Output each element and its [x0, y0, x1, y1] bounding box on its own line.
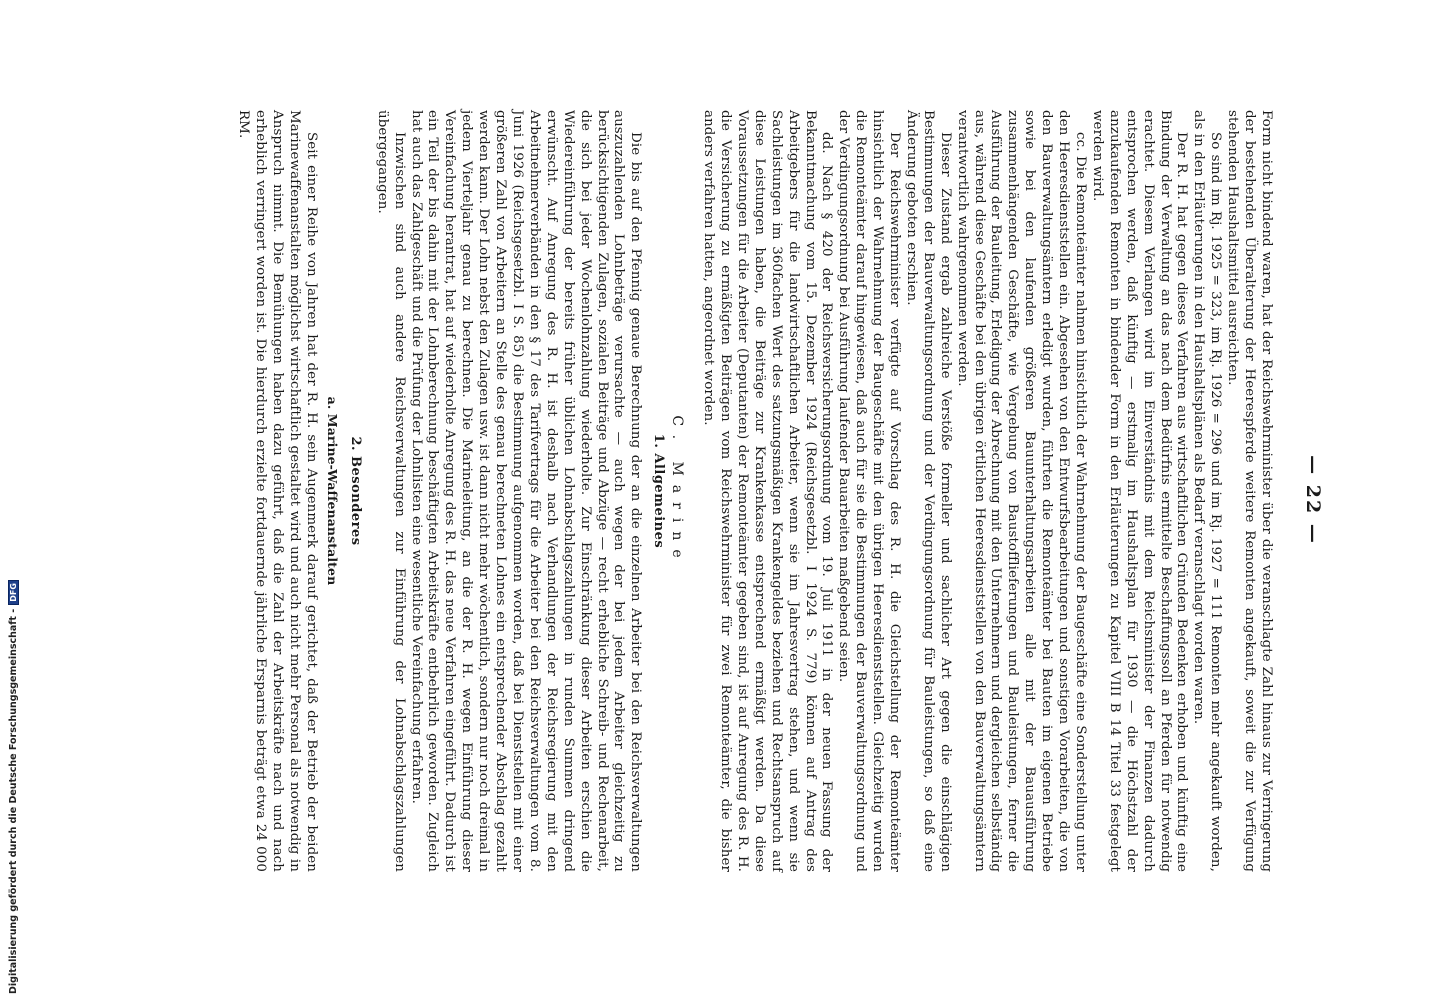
paragraph: cc. Die Remonteämter nahmen hinsichtlich der Wahrnehmung der Baugeschäfte eine Sonderstellung unter den Heeresdienststellen ein. Abgesehen von den Entwurfsbearbeitungen und sonstigen Vorarbeiten, die von den Bauverwaltungsämtern erledigt wurden, führten die Remonteämter bei Bauten im eigenen Betriebe sowie bei den laufenden größeren Bauunterhaltungsarbeiten alle mit der Bauausführung zusammenhängenden Geschäfte, wie Vergebung von Baustofflieferungen und Bauleistungen, ferner die Ausführung der Bauleitung, Erledigung der Abrechnung mit den Unternehmern und dergleichen selbständig aus, während diese Geschäfte bei den übrigen örtlichen Heeresdienststellen von den Bauverwaltungsämtern verantwortlich wahrgenommen werden.: [954, 110, 1089, 872]
footer-text: Digitalisierung gefördert durch die Deutsche Forschungsgemeinschaft -: [8, 608, 19, 994]
paragraph: Form nicht bindend waren, hat der Reichswehrminister über die veranschlagte Zahl hinaus zur Verringerung der bestehenden Überalterung der Heerespferde weitere Remonten angekauft, soweit die zur Verfügung stehenden Haushaltsmittel ausreichten.: [1225, 110, 1274, 872]
paragraph: Der R. H. hat gegen dieses Verfahren aus wirtschaftlichen Gründen Bedenken erhoben und künftig eine Bindung der Verwaltung an das nach dem Bedürfnis ermittelte Beschaffungssoll an Pferden für notwendig erachtet. Diesem Verlangen wird im Einverständnis mit dem Reichsminister der Finanzen dadurch entsprochen werden, daß künftig — erstmalig im Haushaltsplan für 1930 — die Höchstzahl der anzukaufenden Remonten in bindender Form in den Erläuterungen zu Kapitel VIII B 14 Titel 33 festgelegt werden wird.: [1089, 110, 1190, 872]
digitization-footer: [4, 0, 24, 1000]
paragraph: Die bis auf den Pfennig genaue Berechnung der an die einzelnen Arbeiter bei den Reichsverwaltungen auszuzahlenden Lohnbeträge verursachte — auch wegen der bei jedem Arbeiter gleichzeitig zu berücksichtigenden Zulagen, sozialen Beiträge und Abzüge — recht erhebliche Schreib- und Rechenarbeit, die sich bei jeder Wochenlohnzahlung wiederholte. Zur Einschränkung dieser Arbeiten erschien die Wiedereinführung der bereits früher üblichen Lohnabschlagszahlungen in runden Summen dringend erwünscht. Auf Anregung des R. H. ist deshalb nach Verhandlungen der Reichsregierung mit den Arbeitnehmerverbänden in den § 17 des Tarifvertrags für die Arbeiter bei den Reichsverwaltungen vom 8. Juni 1926 (Reichsgesetzbl. I S. 85) die Bestimmung aufgenommen worden, daß bei Dienststellen mit einer größeren Zahl von Arbeitern an Stelle des genau berechneten Lohnes ein entsprechender Abschlag gezahlt werden kann. Der Lohn nebst den Zulagen usw. ist dann nicht mehr wöchentlich, sondern nur noch dreimal in jedem Vierteljahr genau zu berechnen. Die Marineleitung, an die der R. H. wegen Einführung dieser Vereinfachung herantrat, hat auf wiederholte Anregung des R. H. das neue Verfahren eingeführt. Dadurch ist ein Teil der bis dahin mit der Lohnberechnung beschäftigten Arbeitskräfte entbehrlich geworden. Zugleich hat auch das Zahlgeschäft und die Prüfung der Lohnlisten eine wesentliche Vereinfachung erfahren.: [408, 110, 644, 872]
paragraph: So sind im Rj. 1925 = 323, im Rj. 1926 = 296 und im Rj. 1927 = 111 Remonten mehr angekauft worden, als in den Erläuterungen in den Haushaltsplänen als Bedarf veranschlagt worden waren.: [1191, 110, 1224, 872]
dfg-logo: DFG: [8, 580, 19, 605]
paragraph: Der Reichswehrminister verfügte auf Vorschlag des R. H. die Gleichstellung der Remonteämter hinsichtlich der Wahrnehmung der Baugeschäfte mit den übrigen Heeresdienststellen. Gleichzeitig wurden die Remonteämter darauf hingewiesen, daß auch für sie die Bestimmungen der Bauverwaltungsordnung und der Verdingungsordnung bei Ausführung laufender Bauarbeiten maßgebend seien.: [836, 110, 903, 872]
subsection-heading-besonderes: 2. Besonderes: [347, 436, 363, 546]
paragraph: Inzwischen sind auch andere Reichsverwaltungen zur Einführung der Lohnabschlagszahlungen übergegangen.: [374, 110, 407, 872]
subsection-heading-waffenanstalten: a. Marine-Waffenanstalten: [324, 396, 340, 586]
paragraph: Seit einer Reihe von Jahren hat der R. H. sein Augenmerk darauf gerichtet, daß der Betrieb der beiden Marinewaffenanstalten möglichst wirtschaftlich gestaltet wird und auch nicht mehr Personal als notwendig in Anspruch nimmt. Die Bemühungen haben dazu geführt, daß die Zahl der Arbeitskräfte nach und nach erheblich verringert worden ist. Die hierdurch erzielte fortdauernde jährliche Ersparnis beträgt etwa 24 000 RM.: [236, 110, 320, 872]
paragraph: Dieser Zustand ergab zahlreiche Verstöße formeller und sachlicher Art gegen die einschlägigen Bestimmungen der Bauverwaltungsordnung und der Verdingungsordnung für Bauleistungen, so daß eine Änderung geboten erschien.: [903, 110, 953, 872]
paragraph: dd. Nach § 420 der Reichsversicherungsordnung vom 19. Juli 1911 in der neuen Fassung der Bekanntmachung vom 15. Dezember 1924 (Reichsgesetzbl. I 1924 S. 779) können auf Antrag des Arbeitgebers für die landwirtschaftlichen Arbeiter, wenn sie im Jahresvertrag stehen, und wenn sie Sachleistungen im 360fachen Wert des satzungsmäßigen Krankengeldes beziehen und Rechtsanspruch auf diese Leistungen haben, die Beiträge zur Krankenkasse entsprechend ermäßigt werden. Da diese Voraussetzungen für die Arbeiter (Deputanten) der Remonteämter gegeben sind, ist auf Anregung des R. H. die Versicherung zu ermäßigten Beiträgen vom Reichswehrminister für zwei Remonteämter, die bisher anders verfahren hatten, angeordnet worden.: [701, 110, 835, 872]
document-body: [235, 110, 1274, 872]
page-number: — 22 —: [1302, 455, 1324, 545]
subsection-heading-allgemeines: 1. Allgemeines: [651, 433, 667, 549]
section-heading-marine: C. Marine: [669, 415, 686, 567]
